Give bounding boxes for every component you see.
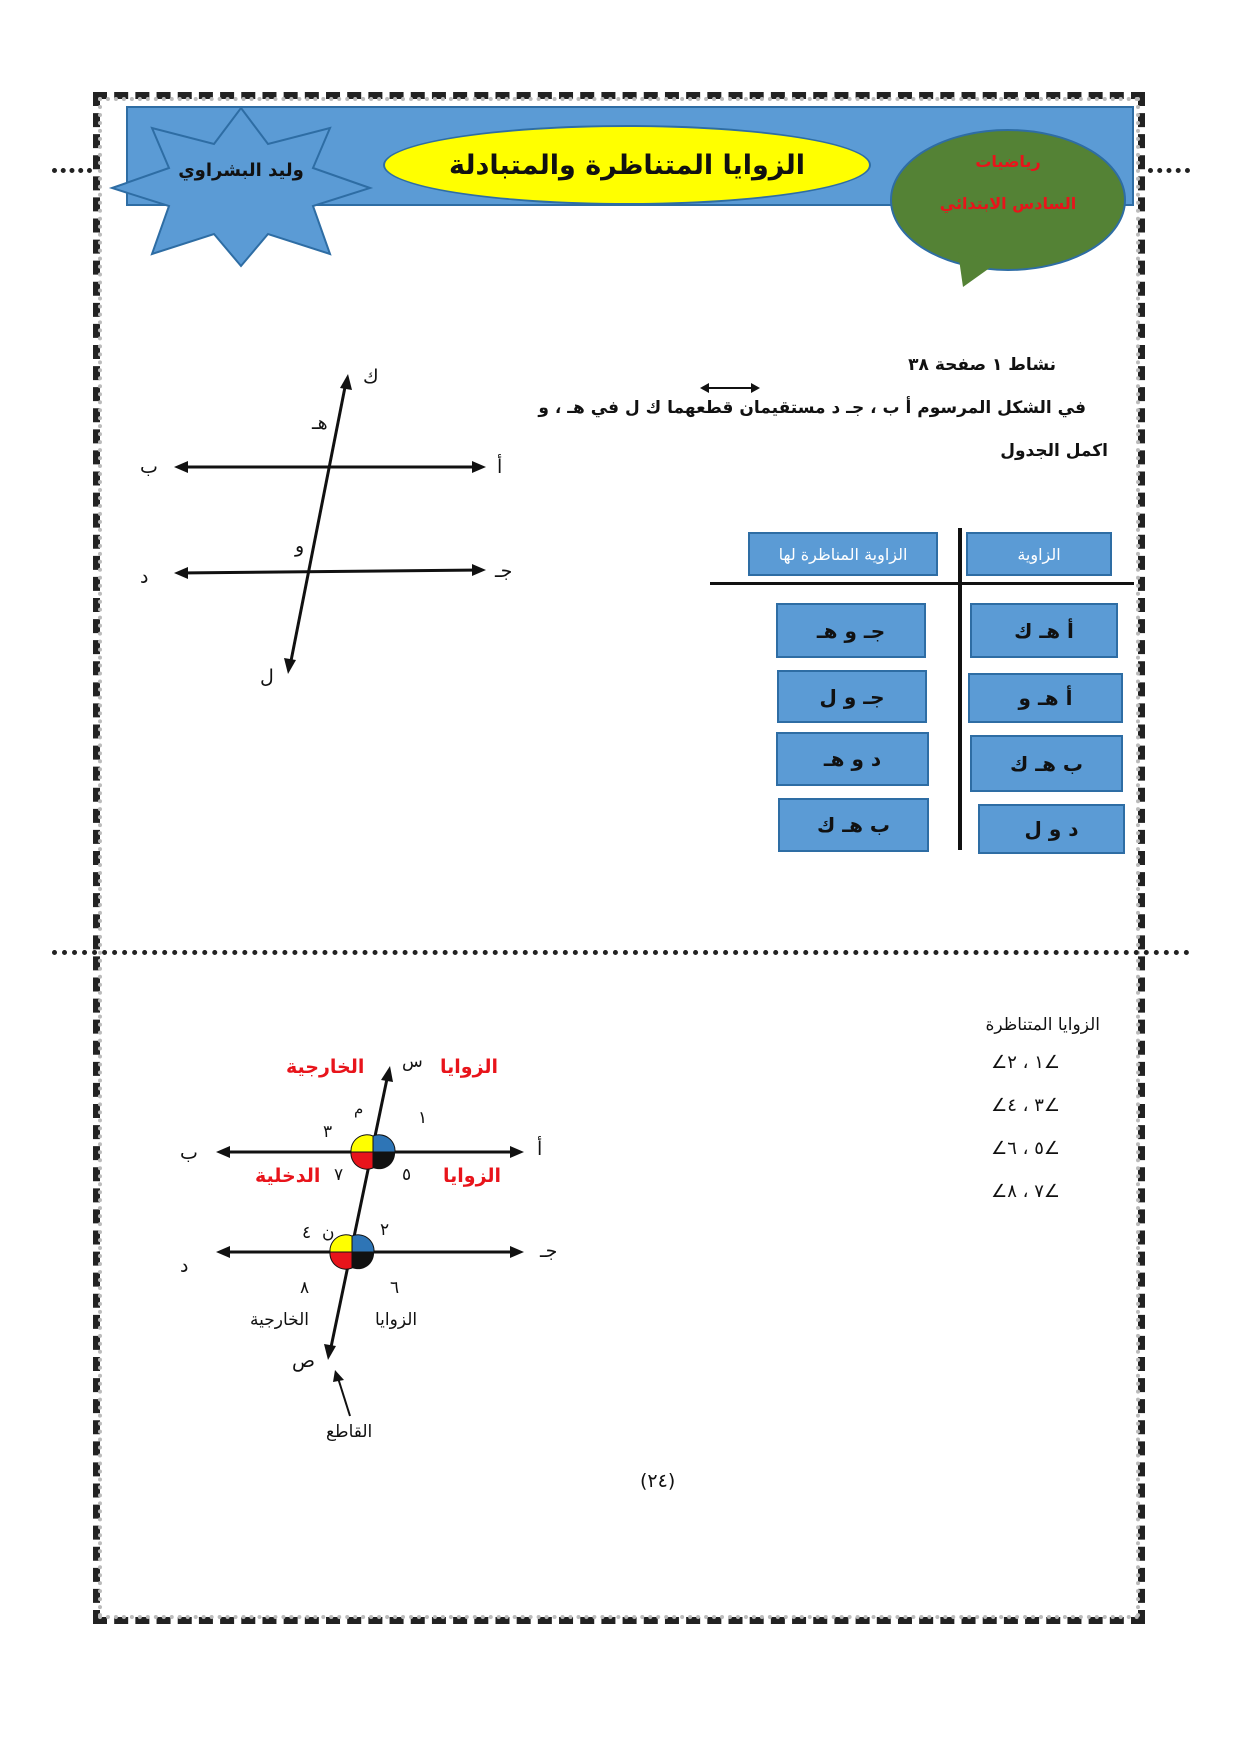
label-angles-right: الزوايا	[443, 1165, 502, 1187]
label-b: ب	[140, 456, 158, 478]
subject-bubble	[888, 112, 1128, 272]
label-angle-5: ٥	[402, 1165, 412, 1185]
label-w: و	[295, 535, 305, 557]
label-angle-7: ٧	[334, 1165, 344, 1185]
activity-title: نشاط ١ صفحة ٣٨	[908, 355, 1056, 375]
corresponding-list-title: الزوايا المتناظرة	[985, 1015, 1100, 1035]
label-m: م	[354, 1100, 364, 1118]
label-angle-6: ٦	[390, 1278, 400, 1298]
top-right-dots	[1148, 168, 1190, 173]
table-horizontal-rule	[710, 582, 1134, 585]
label-transversal: القاطع	[326, 1422, 373, 1442]
label-n: ن	[322, 1223, 335, 1243]
section-separator	[52, 950, 1190, 955]
label-interior-left: الدخلية	[255, 1165, 321, 1187]
table-vertical-rule	[958, 528, 962, 850]
table-cell-angle: أ هـ ك	[970, 603, 1118, 658]
top-left-dots	[52, 168, 92, 173]
label-sad: ص	[292, 1350, 315, 1372]
label-j: جـ	[495, 560, 513, 582]
label-angle-3: ٣	[323, 1122, 333, 1142]
label-angle-8: ٨	[300, 1278, 310, 1298]
label-d: د	[140, 566, 149, 588]
label-a: أ	[497, 456, 503, 478]
table-cell-angle: أ هـ و	[968, 673, 1123, 723]
label-s: س	[402, 1052, 423, 1072]
label-angle-2: ٢	[380, 1220, 390, 1240]
label-angle-1: ١	[418, 1108, 428, 1128]
grade-label: السادس الابتدائي	[939, 194, 1077, 213]
table-header-angle: الزاوية	[966, 532, 1112, 576]
table-header-corresponding: الزاوية المناظرة لها	[748, 532, 938, 576]
label-b2: ب	[180, 1142, 198, 1164]
label-angles-bottom-right: الزوايا	[375, 1310, 418, 1330]
label-a2: أ	[537, 1138, 543, 1160]
corresponding-pair: ∠٧ ، ٨∠	[991, 1181, 1060, 1202]
author-name: وليد البشراوي	[178, 160, 304, 181]
label-h: هـ	[312, 412, 328, 434]
table-cell-angle: ب هـ ك	[970, 735, 1123, 792]
page-number: (٢٤)	[640, 1470, 676, 1492]
label-l: ل	[260, 666, 274, 688]
angle-icon: ∠	[991, 1052, 1008, 1073]
activity-instruction: اكمل الجدول	[1000, 441, 1108, 461]
author-star-badge	[108, 106, 374, 268]
table-cell-angle: د و ل	[978, 804, 1125, 854]
label-exterior-top-left: الخارجية	[286, 1056, 365, 1078]
angle-icon: ∠	[1043, 1181, 1060, 1202]
line-arrow-icon	[700, 380, 760, 396]
page-title-text: الزوايا المتناظرة والمتبادلة	[449, 149, 805, 181]
label-k: ك	[363, 366, 379, 388]
figure-parallel-lines	[130, 360, 530, 690]
corresponding-pair: ∠٥ ، ٦∠	[991, 1138, 1060, 1159]
table-cell-corresponding: ب هـ ك	[778, 798, 929, 852]
table-cell-corresponding: جـ و هـ	[776, 603, 926, 658]
label-j2: جـ	[540, 1240, 558, 1262]
angle-icon: ∠	[1043, 1052, 1060, 1073]
label-angles-top-right: الزوايا	[440, 1056, 499, 1078]
angle-icon: ∠	[991, 1095, 1008, 1116]
angle-icon: ∠	[1043, 1138, 1060, 1159]
subject-label: رياضيات	[975, 152, 1041, 171]
table-cell-corresponding: د و هـ	[776, 732, 929, 786]
table-cell-corresponding: جـ و ل	[777, 670, 927, 723]
page-border	[93, 92, 1145, 1624]
label-d2: د	[180, 1255, 189, 1277]
angle-icon: ∠	[1043, 1095, 1060, 1116]
page-title	[383, 125, 871, 205]
transversal-arrow-icon	[330, 1370, 360, 1420]
label-exterior-bottom-left: الخارجية	[250, 1310, 310, 1330]
activity-statement: في الشكل المرسوم أ ب ، جـ د مستقيمان قطعهما ك ل في هـ ، و	[538, 398, 1086, 418]
angle-icon: ∠	[991, 1181, 1008, 1202]
angle-icon: ∠	[991, 1138, 1008, 1159]
corresponding-pair: ∠٣ ، ٤∠	[991, 1095, 1060, 1116]
corresponding-pair: ∠١ ، ٢∠	[991, 1052, 1060, 1073]
label-angle-4: ٤	[302, 1223, 312, 1243]
